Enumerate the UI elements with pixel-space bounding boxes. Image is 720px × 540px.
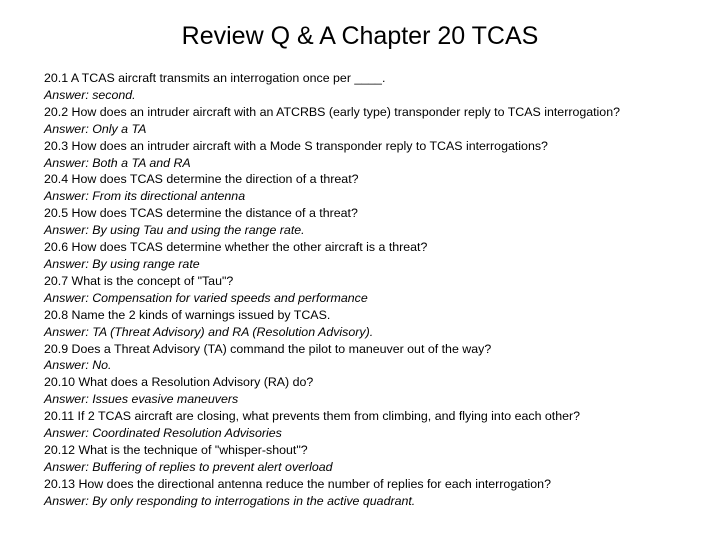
question-text: 20.2 How does an intruder aircraft with an ATCRBS (early type) transponder reply to TCAS interrogation? [44, 104, 620, 119]
qa-item [44, 408, 684, 442]
answer-text: Answer: By using range rate [44, 256, 200, 271]
question-text: 20.9 Does a Threat Advisory (TA) command the pilot to maneuver out of the way? [44, 341, 492, 356]
qa-item [44, 374, 684, 408]
question-text: 20.7 What is the concept of "Tau"? [44, 273, 234, 288]
question-text: 20.6 How does TCAS determine whether the other aircraft is a threat? [44, 240, 428, 255]
answer-text: Answer: By using Tau and using the range rate. [44, 223, 305, 238]
question-text: 20.12 What is the technique of "whisper-shout"? [44, 442, 308, 457]
question-text: 20.1 A TCAS aircraft transmits an interrogation once per ____. [44, 71, 386, 85]
qa-list [44, 70, 684, 510]
answer-text: Answer: From its directional antenna [44, 189, 246, 204]
qa-item [44, 239, 684, 273]
question-text: 20.8 Name the 2 kinds of warnings issued by TCAS. [44, 307, 331, 322]
answer-text: Answer: Only a TA [44, 121, 147, 136]
answer-text: Answer: Issues evasive maneuvers [44, 392, 239, 407]
qa-item [44, 138, 684, 172]
qa-item [44, 273, 684, 307]
qa-item [44, 171, 684, 205]
question-text: 20.10 What does a Resolution Advisory (RA) do? [44, 375, 314, 390]
answer-text: Answer: By only responding to interrogations in the active quadrant. [44, 493, 416, 508]
answer-text: Answer: Compensation for varied speeds and performance [44, 290, 368, 305]
question-text: 20.13 How does the directional antenna reduce the number of replies for each interrogation? [44, 476, 551, 491]
qa-item [44, 341, 684, 375]
answer-text: Answer: second. [44, 87, 136, 102]
answer-text: Answer: Buffering of replies to prevent alert overload [44, 459, 333, 474]
qa-item [44, 307, 684, 341]
qa-item [44, 442, 684, 476]
question-text: 20.5 How does TCAS determine the distance of a threat? [44, 206, 358, 221]
page-title: Review Q & A Chapter 20 TCAS [181, 22, 539, 50]
answer-text: Answer: No. [44, 358, 112, 373]
answer-text: Answer: TA (Threat Advisory) and RA (Resolution Advisory). [44, 324, 374, 339]
qa-item [44, 476, 684, 510]
qa-item [44, 205, 684, 239]
question-text: 20.11 If 2 TCAS aircraft are closing, what prevents them from climbing, and flying into each other? [44, 409, 581, 424]
question-text: 20.4 How does TCAS determine the direction of a threat? [44, 172, 359, 187]
question-text: 20.3 How does an intruder aircraft with a Mode S transponder reply to TCAS interrogations? [44, 138, 548, 153]
qa-item [44, 70, 684, 104]
answer-text: Answer: Coordinated Resolution Advisories [44, 426, 282, 441]
answer-text: Answer: Both a TA and RA [44, 155, 191, 170]
qa-item [44, 104, 684, 138]
